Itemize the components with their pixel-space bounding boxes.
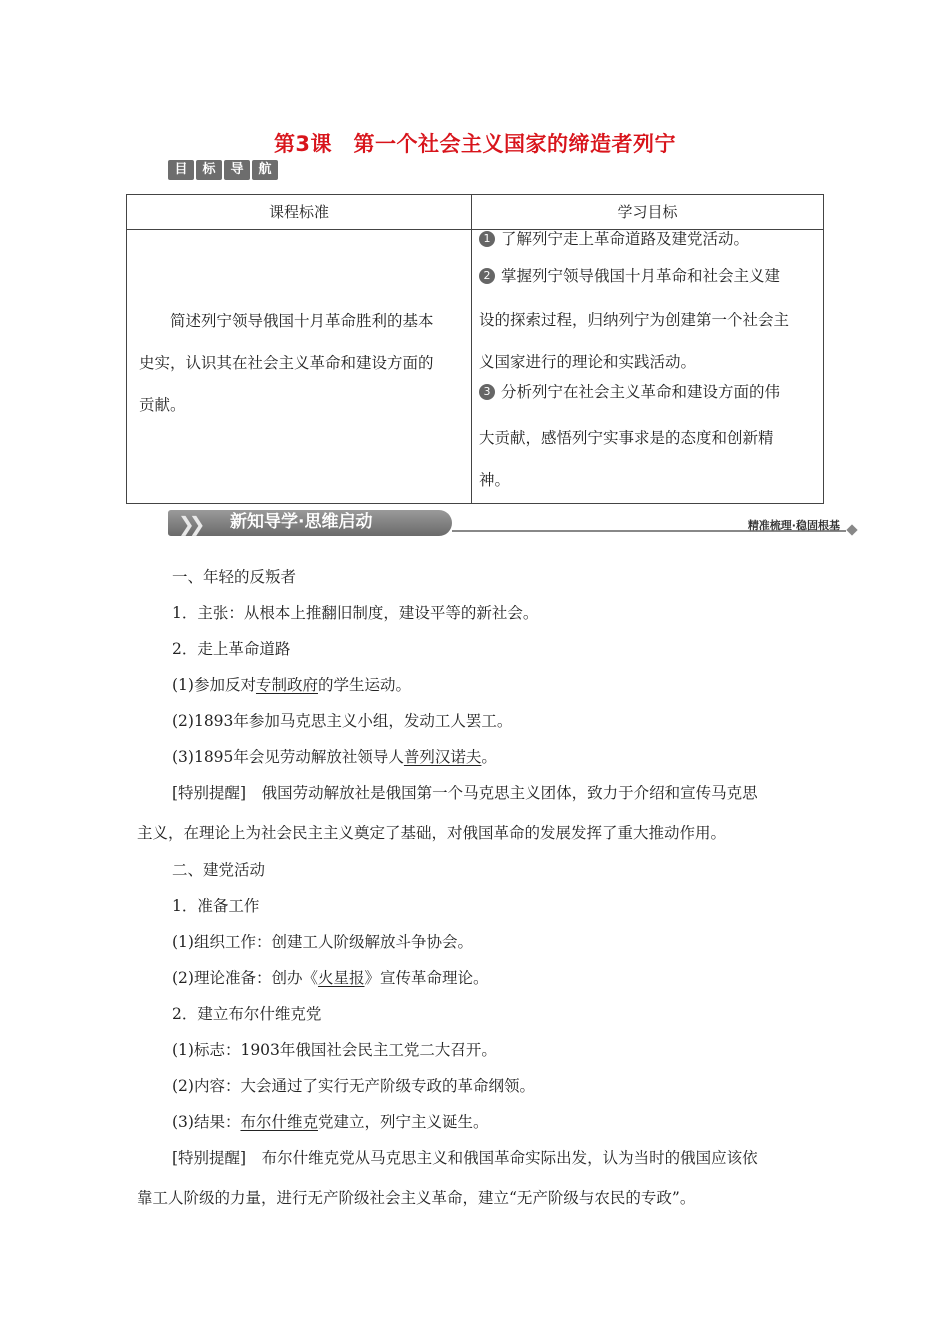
text: (3)1895年会见劳动解放社领导人 [172,748,404,766]
content-line: 1．准备工作 [172,897,260,915]
objective-text: 大贡献，感悟列宁实事求是的态度和创新精 [479,429,774,447]
badge-char: 导 [224,160,250,180]
page-title: 第3课 第一个社会主义国家的缔造者列宁 [273,132,677,156]
number-1-icon: 1 [479,231,495,247]
standard-line: 贡献。 [139,396,186,414]
content-line: (2)1893年参加马克思主义小组，发动工人罢工。 [172,712,513,730]
section-heading: 二、建党活动 [172,861,266,879]
objective-item [479,255,780,297]
text: 的学生运动。 [317,676,411,694]
tip-line: 主义，在理论上为社会民主主义奠定了基础，对俄国革命的发展发挥了重大推动作用。 [137,824,727,842]
content-line: 2．走上革命道路 [172,640,291,658]
objective-text: 设的探索过程，归纳列宁为创建第一个社会主 [479,311,790,329]
content-line [172,745,497,767]
double-chevron-icon: ❯❯ [178,512,200,536]
content-line [172,1110,489,1132]
section-heading: 一、年轻的反叛者 [172,568,297,586]
banner-subtitle: 精准梳理·稳固根基 [747,519,840,532]
text: (3)结果： [172,1113,241,1131]
objective-item [479,219,749,259]
objective-text: 了解列宁走上革命道路及建党活动。 [501,230,750,248]
tip-line: [特别提醒] 布尔什维克党从马克思主义和俄国革命实际出发，认为当时的俄国应该依 [172,1149,758,1167]
content-line: 2．建立布尔什维克党 [172,1005,322,1023]
underlined-term: 布尔什维克 [240,1113,318,1131]
text: (1)参加反对 [172,676,256,694]
section-banner [168,508,858,538]
content-line [172,966,489,988]
text: 。 [481,748,497,766]
content-line: (1)组织工作：创建工人阶级解放斗争协会。 [172,933,473,951]
content-line: 1．主张：从根本上推翻旧制度，建设平等的新社会。 [172,604,539,622]
header-course-standard: 课程标准 [268,203,329,221]
text: (2)理论准备：创办《 [172,969,318,987]
text: 党建立，列宁主义诞生。 [317,1113,489,1131]
objective-text: 分析列宁在社会主义革命和建设方面的伟 [501,383,781,401]
badge-char: 航 [252,160,278,180]
underlined-term: 普列汉诺夫 [403,748,482,766]
banner-title: 新知导学·思维启动 [230,512,373,532]
standard-line: 史实，认识其在社会主义革命和建设方面的 [139,354,434,372]
tip-line: 靠工人阶级的力量，进行无产阶级社会主义革命，建立“无产阶级与农民的专政”。 [137,1189,696,1207]
objective-text: 义国家进行的理论和实践活动。 [479,353,697,371]
objective-text: 神。 [479,471,511,489]
underlined-term: 火星报 [317,969,365,987]
standard-line: 简述列宁领导俄国十月革命胜利的基本 [139,312,434,330]
content-line [172,673,411,695]
objective-text: 掌握列宁领导俄国十月革命和社会主义建 [501,267,781,285]
number-2-icon: 2 [479,268,495,284]
underlined-term: 专制政府 [255,676,318,694]
objective-item [479,371,780,413]
text: 》宣传革命理论。 [364,969,489,987]
badge-char: 标 [196,160,222,180]
tip-line: [特别提醒] 俄国劳动解放社是俄国第一个马克思主义团体，致力于介绍和宣传马克思 [172,784,758,802]
content-line: (2)内容：大会通过了实行无产阶级专政的革命纲领。 [172,1077,535,1095]
goals-table [126,194,824,504]
content-line: (1)标志：1903年俄国社会民主工党二大召开。 [172,1041,497,1059]
diamond-icon [846,524,857,535]
header-learning-goals: 学习目标 [617,203,678,221]
number-3-icon: 3 [479,384,495,400]
badge-char: 目 [168,160,194,180]
target-guide-badge [168,160,278,180]
